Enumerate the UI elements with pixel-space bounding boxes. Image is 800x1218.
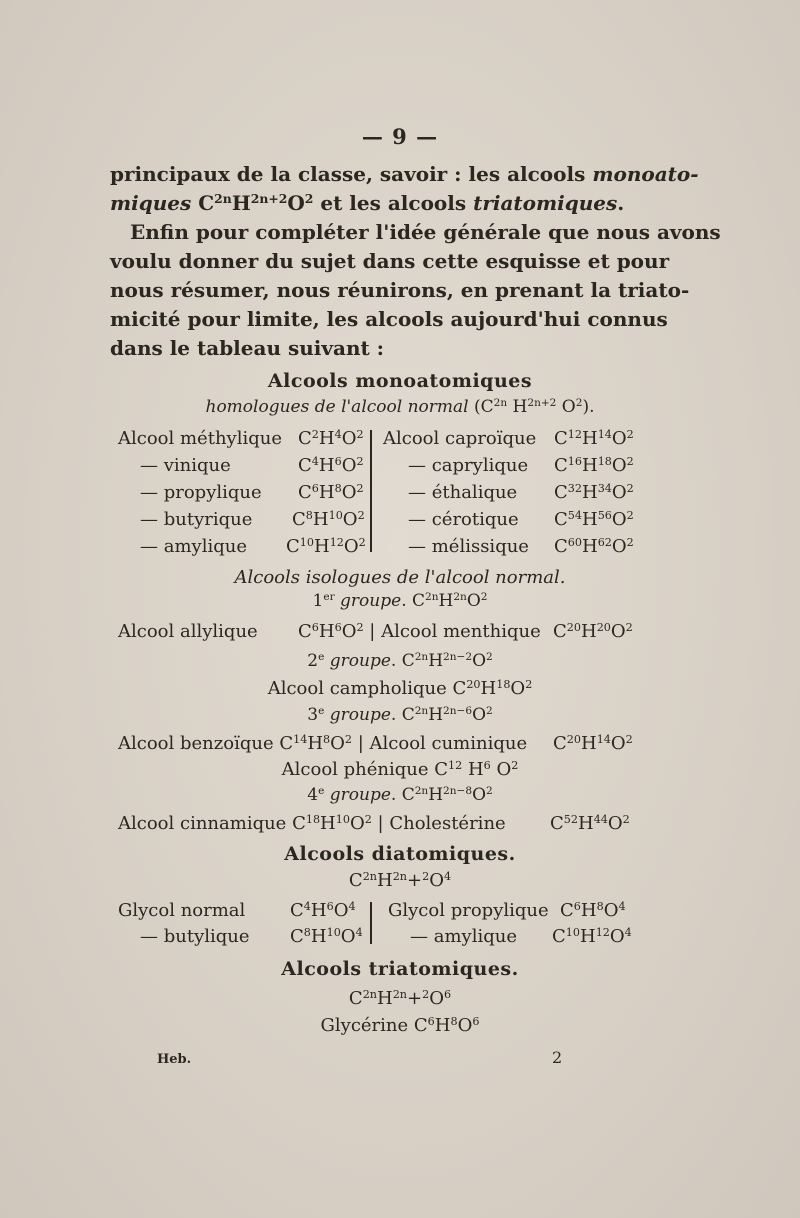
- table-cell-formula: $C^{52}H^{44}O^2$: [550, 812, 630, 834]
- table-row: — propylique: [140, 482, 262, 503]
- text: .: [617, 191, 625, 215]
- table-cell-formula: $C^6H^8O^2$: [298, 481, 364, 503]
- table-row: — vinique: [140, 455, 231, 476]
- signature-number: 2: [552, 1048, 563, 1067]
- table-row: — mélissique: [408, 536, 529, 557]
- formula: $C^{2n}H^{2n}+^2O^4$: [348, 869, 452, 891]
- table-cell-formula: $C^{54}H^{56}O^2$: [554, 508, 634, 530]
- table-row: Glycérine $C^6H^8O^6$: [320, 1014, 480, 1036]
- table-cell-formula: $C^4H^6O^4$: [290, 899, 356, 921]
- paragraph-line: dans le tableau suivant :: [110, 336, 385, 360]
- table-row: Glycol propylique: [388, 900, 549, 921]
- table-row: — cérotique: [408, 509, 519, 530]
- paragraph-line: [110, 189, 624, 218]
- table-cell-formula: $C^8H^{10}O^4$: [290, 925, 363, 947]
- table-cell-formula: $C^{12}H^{14}O^2$: [554, 427, 634, 449]
- column-divider: [370, 430, 372, 552]
- paragraph-line: nous résumer, nous réunirons, en prenant la triato-: [110, 278, 690, 302]
- table-cell-formula: $C^{20}H^{20}O^2$: [553, 620, 633, 642]
- table-cell-formula: $C^{10}H^{12}O^4$: [552, 925, 632, 947]
- table-row: Alcool caproïque: [383, 428, 537, 449]
- table-cell-formula: $C^{16}H^{18}O^2$: [554, 454, 634, 476]
- table-cell-formula: $C^6H^6O^2$ | Alcool menthique: [298, 620, 541, 642]
- section-heading: Alcools triatomiques.: [281, 958, 519, 980]
- table-cell-formula: $C^6H^8O^4$: [560, 899, 626, 921]
- table-row: Alcool méthylique: [118, 428, 282, 449]
- table-row: — caprylique: [408, 455, 529, 476]
- table-cell-formula: $C^{10}H^{12}O^2$: [286, 535, 366, 557]
- table-cell-formula: $C^2H^4O^2$: [298, 427, 364, 449]
- group-heading: 4e groupe. $C^{2n}H^{2n-8}O^2$: [307, 785, 493, 805]
- text: et les alcools: [320, 191, 467, 215]
- table-row: — amylique: [140, 536, 247, 557]
- subsection-heading: Alcools isologues de l'alcool normal.: [234, 567, 566, 588]
- italic-text: monoato-: [592, 162, 699, 186]
- table-row: Alcool phénique $C^{12}$ $H^6$ $O^2$: [281, 758, 519, 780]
- signature-mark: Heb.: [157, 1052, 192, 1067]
- paragraph-line: micité pour limite, les alcools aujourd'hui connus: [110, 307, 668, 331]
- text: principaux de la classe, savoir : les alcools: [110, 162, 593, 186]
- page-number: — 9 —: [361, 124, 439, 149]
- section-subheading: homologues de l'alcool normal ($C^{2n}$ $H^{2n+2}$ $O^2$).: [205, 397, 595, 417]
- italic-text: miques: [110, 191, 192, 215]
- table-row: Alcool cinnamique $C^{18}H^{10}O^2$ | Cholestérine: [118, 812, 506, 834]
- table-cell-formula: $C^4H^6O^2$: [298, 454, 364, 476]
- column-divider: [370, 902, 372, 944]
- formula: $C^{2n}H^{2n}+^2O^6$: [348, 987, 452, 1009]
- table-row: Alcool benzoïque $C^{14}H^8O^2$ | Alcool cuminique: [118, 732, 528, 754]
- table-row: — amylique: [410, 926, 517, 947]
- formula: $C^{2n}H^{2n}O^2$: [412, 591, 488, 611]
- table-row: — butyrique: [140, 509, 253, 530]
- italic-text: triatomiques: [473, 191, 618, 215]
- section-heading: Alcools monoatomiques: [267, 370, 533, 392]
- table-row: — butylique: [140, 926, 250, 947]
- table-row: Alcool campholique $C^{20}H^{18}O^2$: [267, 677, 533, 699]
- table-row: Glycol normal: [118, 900, 246, 921]
- group-heading: 3e groupe. $C^{2n}H^{2n-6}O^2$: [307, 705, 493, 725]
- group-heading: 2e groupe. $C^{2n}H^{2n-2}O^2$: [307, 651, 493, 671]
- paragraph-line: [110, 160, 699, 189]
- group-heading: 1er groupe. $C^{2n}H^{2n}O^2$: [312, 591, 488, 611]
- paragraph-line: Enfin pour compléter l'idée générale que nous avons: [130, 220, 721, 244]
- table-row: — éthalique: [408, 482, 518, 503]
- table-cell-formula: $C^{60}H^{62}O^2$: [554, 535, 634, 557]
- table-cell-formula: $C^{32}H^{34}O^2$: [554, 481, 634, 503]
- section-heading: Alcools diatomiques.: [284, 843, 516, 865]
- formula: $C^{2n}H^{2n+2}O^2$: [198, 191, 314, 215]
- table-cell-formula: $C^8H^{10}O^2$: [292, 508, 365, 530]
- table-row: Alcool allylique: [118, 621, 258, 642]
- table-cell-formula: $C^{20}H^{14}O^2$: [553, 732, 633, 754]
- paragraph-line: voulu donner du sujet dans cette esquisse et pour: [110, 249, 670, 273]
